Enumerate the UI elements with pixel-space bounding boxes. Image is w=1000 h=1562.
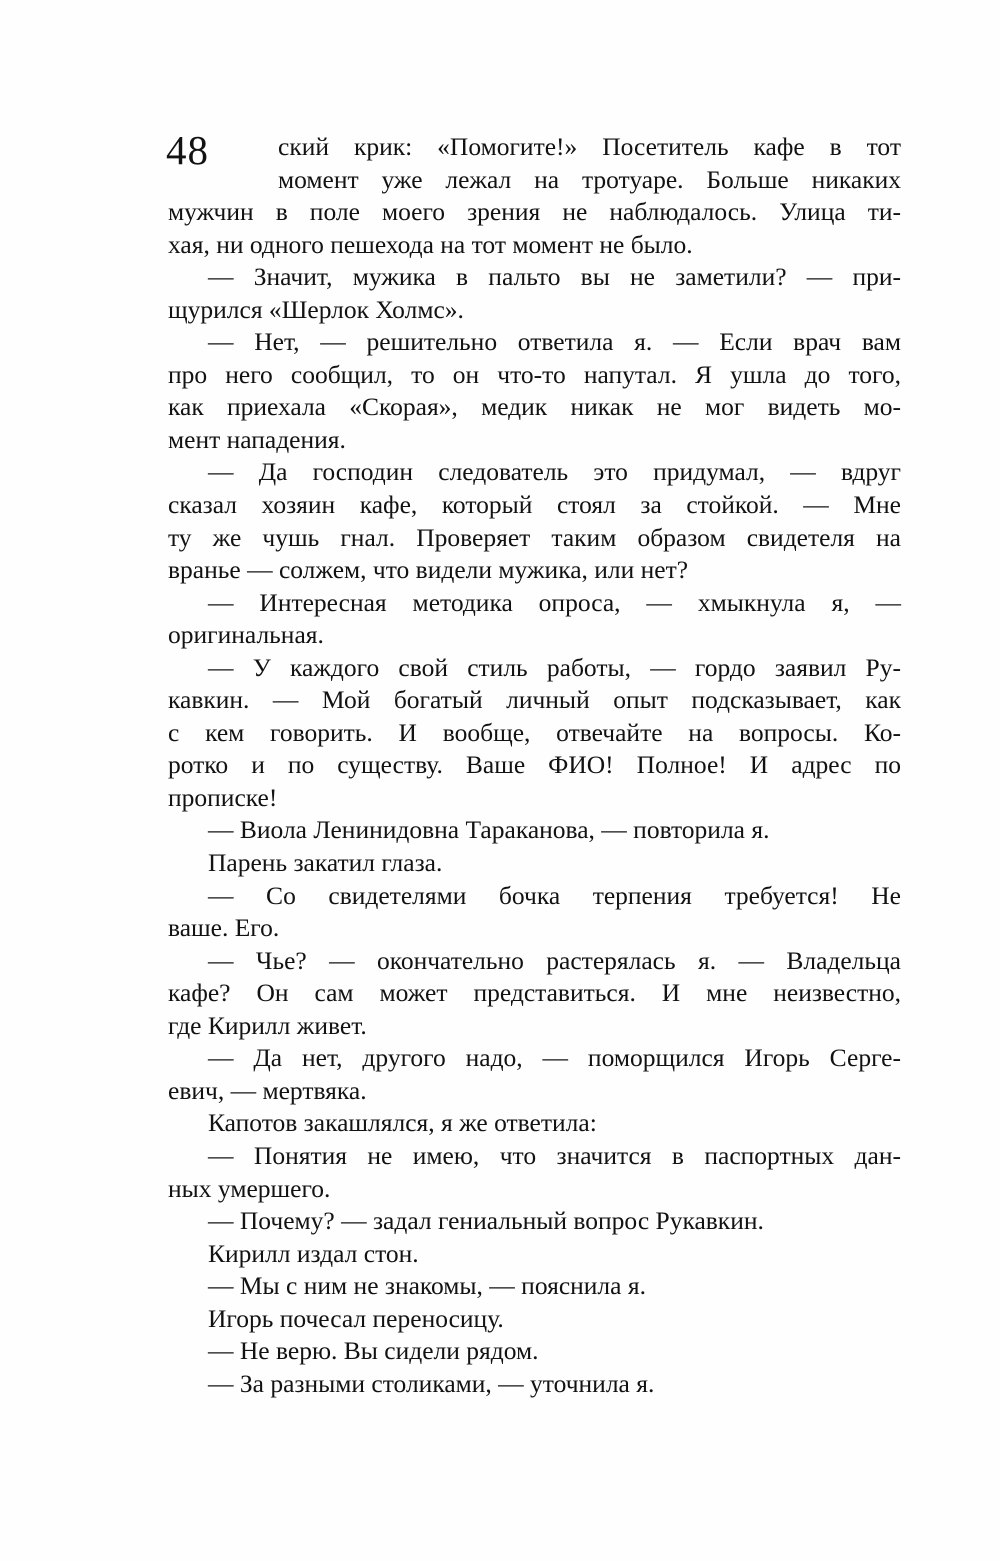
text-line: вранье — солжем, что видели мужика, или нет?: [168, 555, 689, 585]
text-line: с кем говорить. И вообще, отвечайте на вопросы. Ко-: [168, 717, 901, 747]
text-line: хая, ни одного пешехода на тот момент не было.: [168, 229, 693, 259]
text-line: ту же чушь гнал. Проверяет таким образом свидетеля на: [168, 522, 901, 552]
text-line: Парень закатил глаза.: [208, 848, 443, 878]
text-line: — За разными столиками, — уточнила я.: [208, 1368, 655, 1398]
text-line: евич, — мертвяка.: [168, 1075, 367, 1105]
text-line: — Со свидетелями бочка терпения требуется! Не: [208, 880, 901, 910]
text-line: ных умершего.: [168, 1173, 331, 1203]
text-line: — Интересная методика опроса, — хмыкнула я, —: [208, 587, 901, 617]
text-line: — Чье? — окончательно растерялась я. — Владельца: [208, 945, 901, 975]
text-line: ваше. Его.: [168, 913, 280, 943]
text-line: ротко и по существу. Ваше ФИО! Полное! И адрес по: [168, 750, 901, 780]
text-line: сказал хозяин кафе, который стоял за стойкой. — Мне: [168, 490, 901, 520]
page-number: 48: [166, 127, 209, 173]
text-line: момент уже лежал на тротуаре. Больше никаких: [278, 164, 901, 194]
text-line: оригинальная.: [168, 620, 324, 650]
text-line: кавкин. — Мой богатый личный опыт подсказывает, как: [168, 685, 901, 715]
text-line: Капотов закашлялся, я же ответила:: [208, 1108, 597, 1138]
text-line: про него сообщил, то он что-то напутал. Я ушла до того,: [168, 359, 901, 389]
page-text: [166, 127, 901, 1400]
text-line: как приехала «Скорая», медик никак не мог видеть мо-: [168, 392, 901, 422]
text-line: где Кирилл живет.: [168, 1010, 367, 1040]
text-line: — Мы с ним не знакомы, — пояснила я.: [208, 1271, 646, 1301]
text-line: ский крик: «Помогите!» Посетитель кафе в тот: [278, 132, 901, 161]
text-line: — Нет, — решительно ответила я. — Если врач вам: [208, 327, 901, 357]
text-line: — Да нет, другого надо, — поморщился Игорь Серге-: [208, 1043, 901, 1073]
text-line: мужчин в поле моего зрения не наблюдалось. Улица ти-: [168, 197, 901, 227]
text-line: — Значит, мужика в пальто вы не заметили? — при-: [208, 262, 901, 292]
text-line: Игорь почесал переносицу.: [208, 1303, 504, 1333]
text-line: мент нападения.: [168, 424, 346, 454]
text-line: — Почему? — задал гениальный вопрос Рукавкин.: [208, 1206, 764, 1236]
text-line: — Понятия не имею, что значится в паспортных дан-: [208, 1140, 901, 1170]
text-line: — Да господин следователь это придумал, — вдруг: [208, 457, 901, 487]
text-line: — У каждого свой стиль работы, — гордо заявил Ру-: [208, 652, 901, 682]
text-line: щурился «Шерлок Холмс».: [168, 294, 464, 324]
text-line: прописке!: [168, 782, 278, 812]
text-line: — Виола Ленинидовна Тараканова, — повторила я.: [208, 815, 770, 845]
text-line: — Не верю. Вы сидели рядом.: [208, 1336, 539, 1366]
text-line: кафе? Он сам может представиться. И мне неизвестно,: [168, 978, 901, 1008]
text-line: Кирилл издал стон.: [208, 1238, 419, 1268]
